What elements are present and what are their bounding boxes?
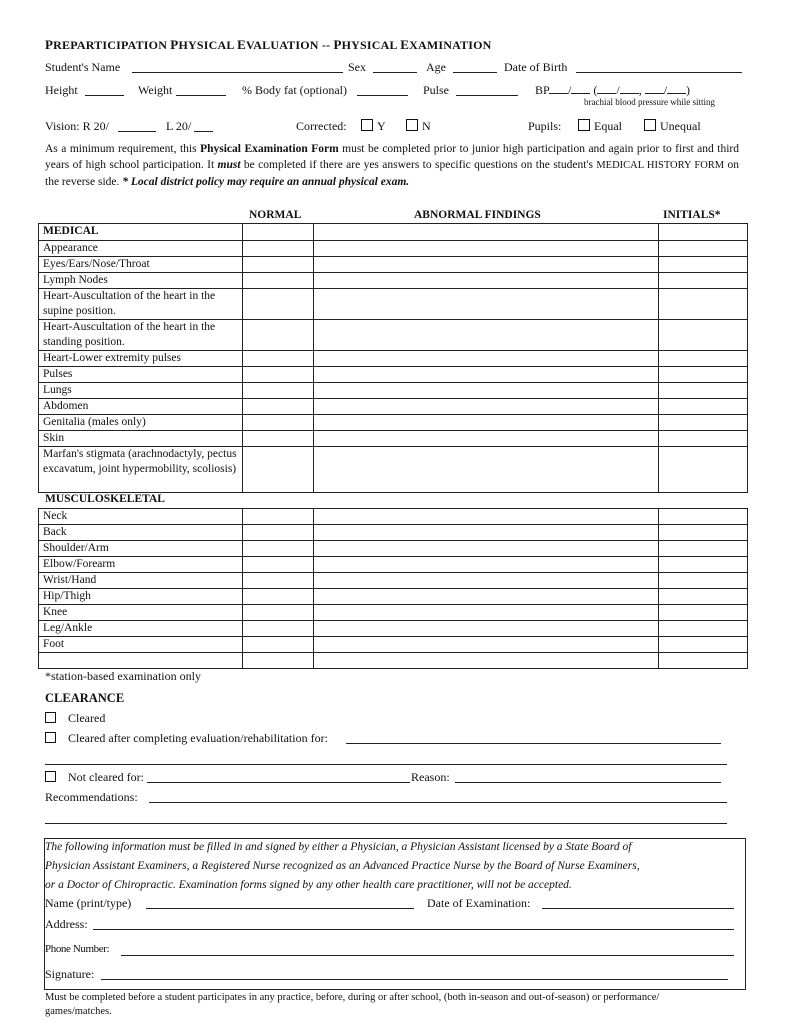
body-fat-label: % Body fat (optional) xyxy=(242,83,347,97)
recommendations-field-2[interactable] xyxy=(45,813,727,824)
address-label: Address: xyxy=(45,917,88,931)
examiner-name-label: Name (print/type) xyxy=(45,896,132,910)
sex-field[interactable] xyxy=(373,62,417,73)
form-title: PREPARTICIPATION PHYSICAL EVALUATION -- PHYSICAL EXAMINATION xyxy=(45,37,492,52)
table-row: Skin xyxy=(39,431,243,447)
table-row: Appearance xyxy=(39,241,243,257)
musculoskeletal-section-header: MUSCULOSKELETAL xyxy=(45,493,165,505)
table-row: Pulses xyxy=(39,367,243,383)
table-row: Knee xyxy=(39,605,243,621)
examiner-box xyxy=(44,838,746,990)
footer-line2: games/matches. xyxy=(45,1006,112,1017)
vision-left-label: L 20/ xyxy=(166,119,192,133)
checkbox-icon[interactable] xyxy=(45,732,56,743)
weight-field[interactable] xyxy=(176,85,226,96)
musculoskeletal-table xyxy=(38,508,748,669)
vision-left-field[interactable] xyxy=(194,121,213,132)
table-row: Lymph Nodes xyxy=(39,273,243,289)
medical-section-header: MEDICAL xyxy=(39,224,243,241)
table-row: Foot xyxy=(39,637,243,653)
student-name-field[interactable] xyxy=(132,62,343,73)
table-row: Marfan's stigmata (arachnodactyly, pectus excavatum, joint hypermobility, scoliosis) xyxy=(39,447,243,493)
table-row: Leg/Ankle xyxy=(39,621,243,637)
pulse-field[interactable] xyxy=(456,85,518,96)
age-field[interactable] xyxy=(453,62,497,73)
reason-field[interactable] xyxy=(455,772,721,783)
body-fat-field[interactable] xyxy=(357,85,408,96)
vision-right-label: Vision: R 20/ xyxy=(45,119,109,133)
cleared-after-field-2[interactable] xyxy=(45,754,727,765)
col-abnormal-header: ABNORMAL FINDINGS xyxy=(414,209,541,221)
cleared-after-option[interactable]: Cleared after completing evaluation/rehabilitation for: xyxy=(45,731,328,746)
corrected-label: Corrected: xyxy=(296,119,347,133)
recommendations-label: Recommendations: xyxy=(45,790,138,804)
footer-line1: Must be completed before a student participates in any practice, before, during or after school, (both in-season and out-of-season) or performance/ xyxy=(45,992,660,1003)
table-row: Heart-Auscultation of the heart in the standing position. xyxy=(39,320,243,351)
exam-date-field[interactable] xyxy=(542,898,734,909)
height-field[interactable] xyxy=(85,85,124,96)
checkbox-icon[interactable] xyxy=(578,119,590,131)
checkbox-icon[interactable] xyxy=(45,771,56,782)
table-row: Heart-Lower extremity pulses xyxy=(39,351,243,367)
table-row: Neck xyxy=(39,509,243,525)
pupils-equal[interactable]: Equal xyxy=(578,119,622,134)
table-row: Eyes/Ears/Nose/Throat xyxy=(39,257,243,273)
table-row: Genitalia (males only) xyxy=(39,415,243,431)
pupils-unequal[interactable]: Unequal xyxy=(644,119,701,134)
reason-label: Reason: xyxy=(411,770,450,784)
recommendations-field[interactable] xyxy=(149,792,727,803)
table-row: Shoulder/Arm xyxy=(39,541,243,557)
station-note: *station-based examination only xyxy=(45,669,201,683)
bp-field[interactable]: / ( / , / ) xyxy=(549,83,690,98)
checkbox-icon[interactable] xyxy=(361,119,373,131)
height-label: Height xyxy=(45,83,78,97)
table-row: Lungs xyxy=(39,383,243,399)
cleared-after-field[interactable] xyxy=(346,733,721,744)
dob-field[interactable] xyxy=(576,62,742,73)
table-row: Back xyxy=(39,525,243,541)
instructions-paragraph: As a minimum requirement, this Physical Examination Form must be completed prior to junior high participation and again prior to first and third years of high school participation. It must be completed if there are yes answers to specific questions on the student's MEDICAL HISTORY FORM on the reverse side. * Local district policy may require an annual physical exam. xyxy=(45,143,739,188)
checkbox-icon[interactable] xyxy=(644,119,656,131)
sex-label: Sex xyxy=(348,60,366,74)
not-cleared-field[interactable] xyxy=(147,772,410,783)
table-row: Heart-Auscultation of the heart in the supine position. xyxy=(39,289,243,320)
not-cleared-option[interactable]: Not cleared for: xyxy=(45,770,144,785)
col-initials-header: INITIALS* xyxy=(663,209,721,221)
table-row xyxy=(39,653,243,669)
table-row: Hip/Thigh xyxy=(39,589,243,605)
corrected-yes[interactable]: Y xyxy=(361,119,386,134)
examiner-name-field[interactable] xyxy=(146,898,414,909)
signature-field[interactable] xyxy=(101,969,728,980)
phone-label: Phone Number: xyxy=(45,943,110,955)
checkbox-icon[interactable] xyxy=(406,119,418,131)
pupils-label: Pupils: xyxy=(528,119,562,133)
corrected-no[interactable]: N xyxy=(406,119,431,134)
examiner-instructions-line2: Physician Assistant Examiners, a Registered Nurse recognized as an Advanced Practice Nurse by the Board of Nurse Examiners, xyxy=(45,860,640,872)
pulse-label: Pulse xyxy=(423,83,450,97)
student-name-label: Student's Name xyxy=(45,60,121,74)
checkbox-icon[interactable] xyxy=(45,712,56,723)
bp-note: brachial blood pressure while sitting xyxy=(584,97,715,107)
signature-label: Signature: xyxy=(45,967,95,981)
table-row: Wrist/Hand xyxy=(39,573,243,589)
medical-table xyxy=(38,223,748,493)
clearance-header: CLEARANCE xyxy=(45,691,125,705)
vision-right-field[interactable] xyxy=(118,121,156,132)
table-row: Elbow/Forearm xyxy=(39,557,243,573)
cleared-option[interactable]: Cleared xyxy=(45,711,105,726)
examiner-instructions-line3: or a Doctor of Chiropractic. Examination forms signed by any other health care practitioner, will not be accepted. xyxy=(45,879,572,891)
table-row: Abdomen xyxy=(39,399,243,415)
exam-date-label: Date of Examination: xyxy=(427,896,531,910)
phone-field[interactable] xyxy=(121,945,734,956)
col-normal-header: NORMAL xyxy=(249,209,302,221)
weight-label: Weight xyxy=(138,83,173,97)
dob-label: Date of Birth xyxy=(504,60,568,74)
examiner-instructions-line1: The following information must be filled in and signed by either a Physician, a Physician Assistant licensed by a State Board of xyxy=(45,841,632,853)
age-label: Age xyxy=(426,60,446,74)
address-field[interactable] xyxy=(93,919,734,930)
bp-label: BP xyxy=(535,83,550,97)
